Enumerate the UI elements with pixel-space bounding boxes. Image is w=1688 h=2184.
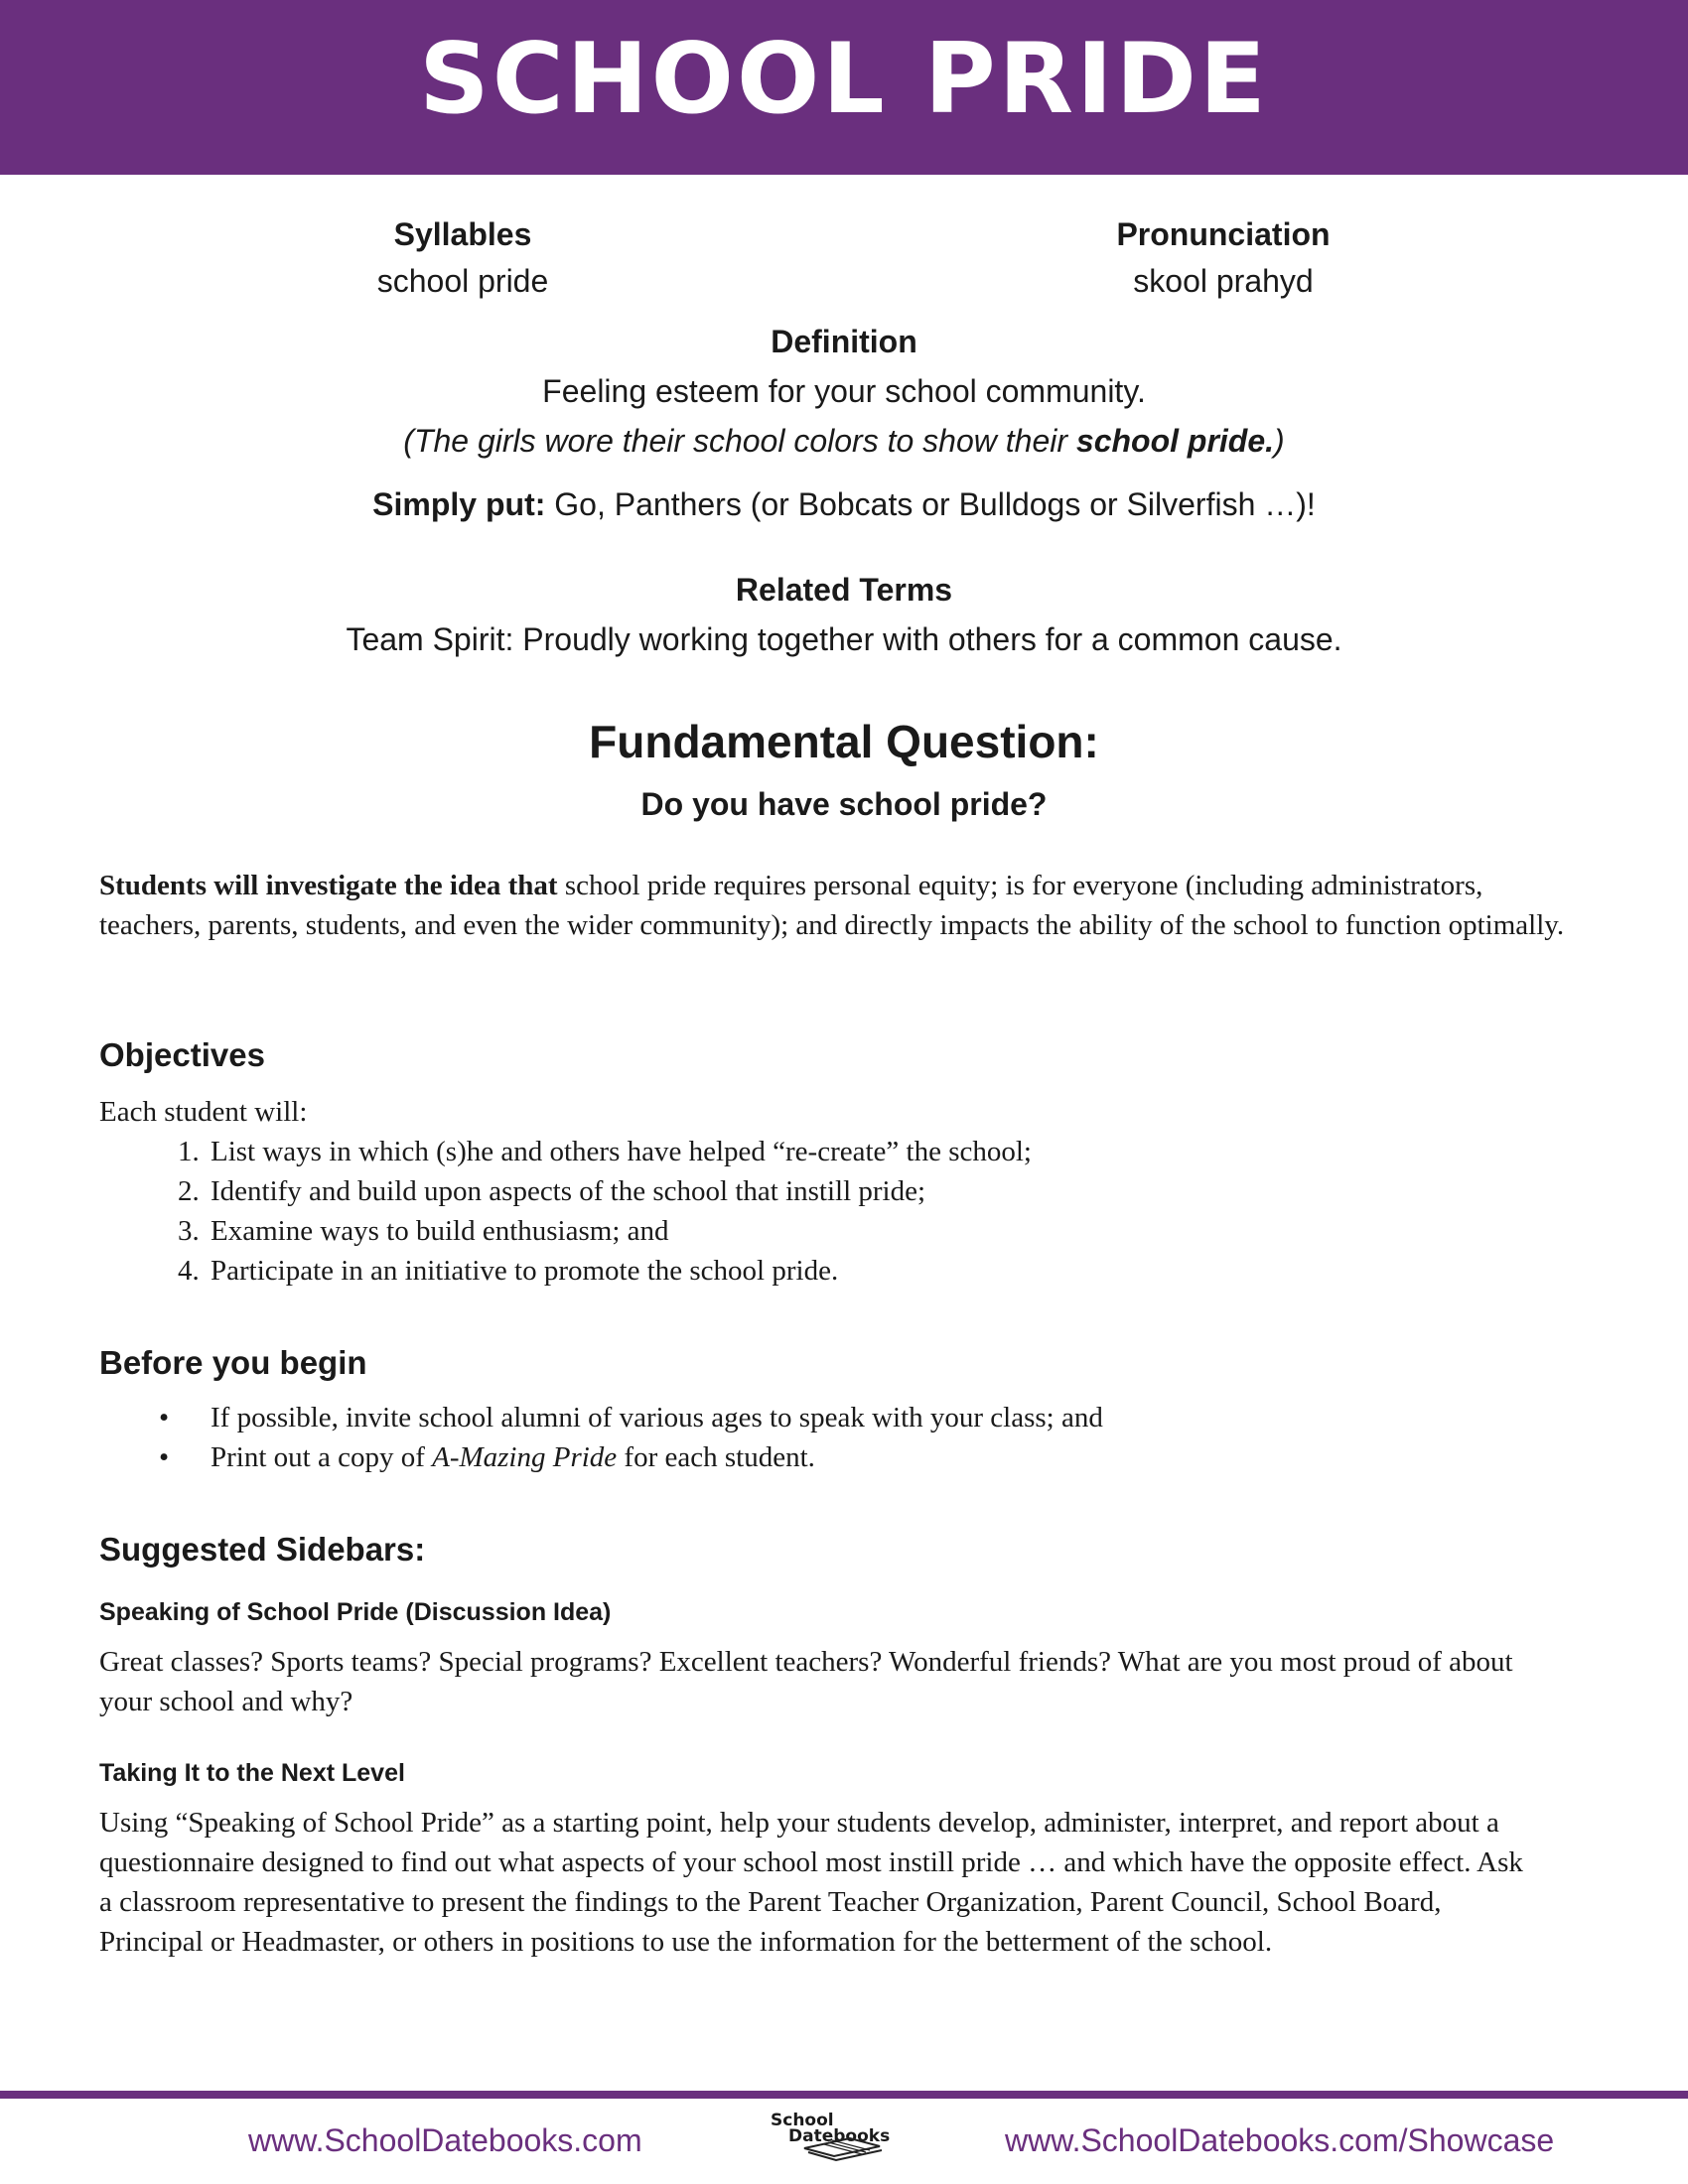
before-item	[99, 1398, 1569, 1437]
syllables-value: school pride	[376, 263, 549, 299]
objective-item: 4. Participate in an initiative to promote the school pride.	[207, 1251, 1569, 1291]
definition-example	[0, 423, 1688, 460]
footer-link-home[interactable]: www.SchoolDatebooks.com	[248, 2122, 642, 2158]
definition-text: Feeling esteem for your school community.	[542, 373, 1146, 409]
logo-line-1: School	[771, 2111, 834, 2130]
syllables-block	[314, 216, 612, 300]
school-datebooks-logo	[765, 2111, 904, 2166]
objectives-heading: Objectives	[99, 1036, 265, 1073]
before-you-begin-heading: Before you begin	[99, 1344, 367, 1381]
definition-example-suffix: )	[1274, 423, 1285, 459]
page-title: SCHOOL PRIDE	[419, 23, 1269, 136]
bullet-icon: •	[159, 1441, 170, 1473]
definition-example-prefix: (The girls wore their school colors to show their	[403, 423, 1076, 459]
definition-heading: Definition	[771, 324, 917, 359]
objective-item: 2. Identify and build upon aspects of the school that instill pride;	[207, 1171, 1569, 1211]
pronunciation-value: skool prahyd	[1133, 263, 1314, 299]
fundamental-question: Do you have school pride?	[640, 786, 1048, 822]
footer-link-showcase[interactable]: www.SchoolDatebooks.com/Showcase	[1005, 2122, 1555, 2158]
suggested-sidebars-heading: Suggested Sidebars:	[99, 1531, 426, 1568]
footer-divider	[0, 2091, 1688, 2099]
related-terms-text: Team Spirit: Proudly working together with others for a common cause.	[346, 621, 1342, 657]
before-item-suffix: for each student.	[617, 1441, 815, 1473]
before-item	[99, 1437, 1569, 1477]
definition-example-bold: school pride.	[1075, 423, 1275, 459]
sidebar-2-title: Taking It to the Next Level	[99, 1759, 405, 1787]
simply-put	[0, 486, 1688, 523]
syllables-heading: Syllables	[393, 216, 532, 252]
objective-item: 1. List ways in which (s)he and others have helped “re-create” the school;	[207, 1132, 1569, 1171]
bullet-icon: •	[159, 1402, 170, 1433]
simply-put-label: Simply put:	[372, 486, 546, 522]
before-item-prefix: Print out a copy of	[211, 1441, 433, 1473]
objectives-list	[99, 1132, 1569, 1291]
book-icon	[765, 2111, 904, 2166]
before-you-begin-block	[99, 1398, 1569, 1477]
objectives-intro: Each student will:	[99, 1096, 308, 1128]
related-terms-heading: Related Terms	[735, 572, 953, 608]
title-banner	[0, 0, 1688, 175]
investigate-bold: Students will investigate the idea that	[99, 870, 558, 901]
before-item-italic: A-Mazing Pride	[432, 1441, 618, 1473]
pronunciation-block	[1074, 216, 1372, 300]
sidebar-2-text: Using “Speaking of School Pride” as a starting point, help your students develop, administer, interpret, and report about a questionnaire designed to find out what aspects of your school most instill pride … and which have the opposite effect. Ask a classroom representative to present the findings to the Parent Teacher Organization, Parent Council, School Board, Principal or Headmaster, or others in positions to use the information for the betterment of the school.	[99, 1807, 1523, 1958]
fundamental-question-heading: Fundamental Question:	[589, 716, 1099, 767]
objective-item: 3. Examine ways to build enthusiasm; and	[207, 1211, 1569, 1251]
sidebar-1-text: Great classes? Sports teams? Special programs? Excellent teachers? Wonderful friends? What are you most proud of about your school and why?	[99, 1646, 1513, 1717]
investigate-text: school pride requires personal equity; is for everyone (including administrators, teachers, parents, students, and even the wider community); and directly impacts the ability of the school to function optimally.	[99, 870, 1565, 941]
investigate-paragraph	[99, 866, 1569, 945]
before-you-begin-list	[99, 1398, 1569, 1477]
simply-put-text: Go, Panthers (or Bobcats or Bulldogs or Silverfish …)!	[545, 486, 1316, 522]
pronunciation-heading: Pronunciation	[1116, 216, 1331, 252]
objectives-block	[99, 1092, 1569, 1291]
sidebar-1-title: Speaking of School Pride (Discussion Idea)	[99, 1598, 612, 1626]
before-item-text: If possible, invite school alumni of various ages to speak with your class; and	[211, 1402, 1103, 1433]
logo-line-2: Datebooks	[788, 2126, 891, 2146]
